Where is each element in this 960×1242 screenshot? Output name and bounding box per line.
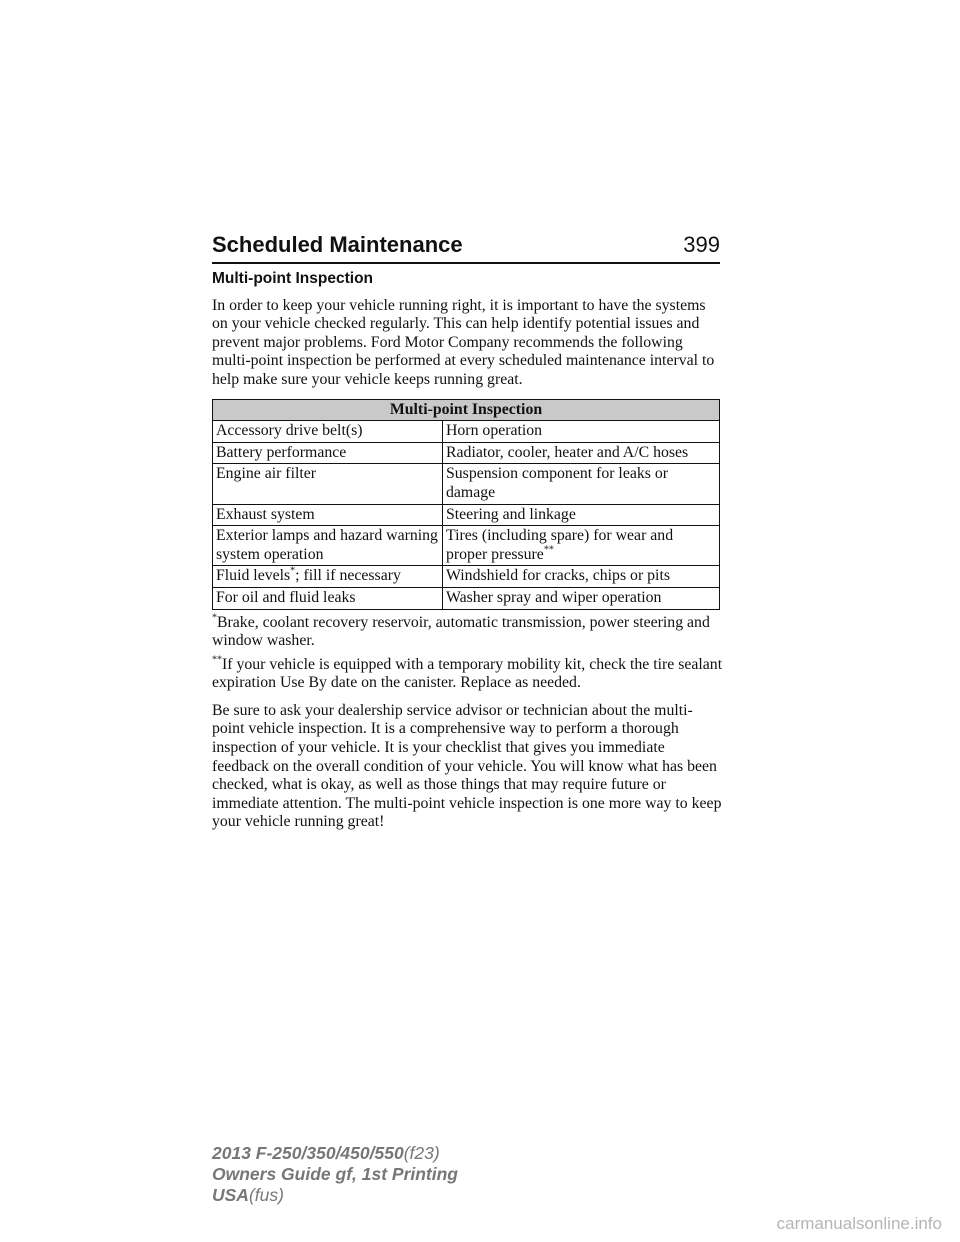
footnote-marker: ** (543, 544, 554, 556)
footer-market: USA (212, 1185, 249, 1205)
footer-code: (fus) (248, 1185, 284, 1205)
footnote-marker: * (212, 612, 217, 624)
cell-text: Tires (including spare) for wear and proper pressure (446, 527, 674, 563)
table-cell: Horn operation (443, 421, 720, 443)
footnote (212, 614, 724, 651)
footer-line (212, 1143, 458, 1164)
table-row (213, 566, 720, 588)
table-cell: Exhaust system (213, 504, 443, 526)
table-cell: Suspension component for leaks or damage (443, 464, 720, 504)
table-cell: Steering and linkage (443, 504, 720, 526)
table-cell: For oil and fluid leaks (213, 587, 443, 609)
closing-paragraph: Be sure to ask your dealership service advisor or technician about the multi-point vehicle inspection. It is a comprehensive way to perform a thorough inspection of your vehicle. It is your checklist that gives you immediate feedback on the overall condition of your vehicle. You will know what has been checked, what is okay, as well as those things that may require future or immediate attention. The multi-point vehicle inspection is one more way to keep your vehicle running great! (212, 701, 722, 831)
table-cell: Battery performance (213, 442, 443, 464)
table-header-row (213, 399, 720, 421)
page-header (212, 226, 720, 264)
footer-code: (f23) (403, 1143, 440, 1163)
table-cell: Radiator, cooler, heater and A/C hoses (443, 442, 720, 464)
table-cell: Exterior lamps and hazard warning system operation (213, 526, 443, 566)
table-cell: Windshield for cracks, chips or pits (443, 566, 720, 588)
inspection-table (212, 399, 720, 610)
table-cell: Accessory drive belt(s) (213, 421, 443, 443)
footer-model: 2013 F-250/350/450/550 (212, 1143, 404, 1163)
table-row (213, 526, 720, 566)
footnote-marker: * (290, 566, 296, 578)
page-number: 399 (683, 232, 720, 257)
footer-line: Owners Guide gf, 1st Printing (212, 1164, 458, 1184)
footnote-text: If your vehicle is equipped with a temporary mobility kit, check the tire sealant expiration Use By date on the canister. Replace as needed. (212, 655, 723, 692)
table-cell: Engine air filter (213, 464, 443, 504)
page-footer (212, 1143, 458, 1206)
table-title: Multi-point Inspection (213, 399, 720, 421)
table-row (213, 587, 720, 609)
cell-text-suffix: ; fill if necessary (295, 567, 401, 585)
table-row (213, 464, 720, 504)
intro-paragraph: In order to keep your vehicle running right, it is important to have the systems on your vehicle checked regularly. This can help identify potential issues and prevent major problems. Ford Motor Company recommends the following multi-point inspection be performed at every scheduled maintenance interval to help make sure your vehicle keeps running great. (212, 296, 715, 388)
table-cell (443, 526, 720, 566)
table-row (213, 504, 720, 526)
footer-line (212, 1185, 458, 1206)
watermark-text: carmanualsonline.info (776, 1214, 942, 1233)
section-heading: Multi-point Inspection (212, 270, 374, 287)
chapter-title: Scheduled Maintenance (212, 232, 463, 257)
table-cell (213, 566, 443, 588)
table-row (213, 421, 720, 443)
page-content (212, 268, 724, 841)
table-row (213, 442, 720, 464)
footnote-text: Brake, coolant recovery reservoir, automatic transmission, power steering and window washer. (212, 613, 710, 650)
cell-text: Fluid levels (216, 567, 291, 585)
footnote (212, 656, 724, 693)
table-cell: Washer spray and wiper operation (443, 587, 720, 609)
footnote-marker: ** (212, 654, 222, 666)
